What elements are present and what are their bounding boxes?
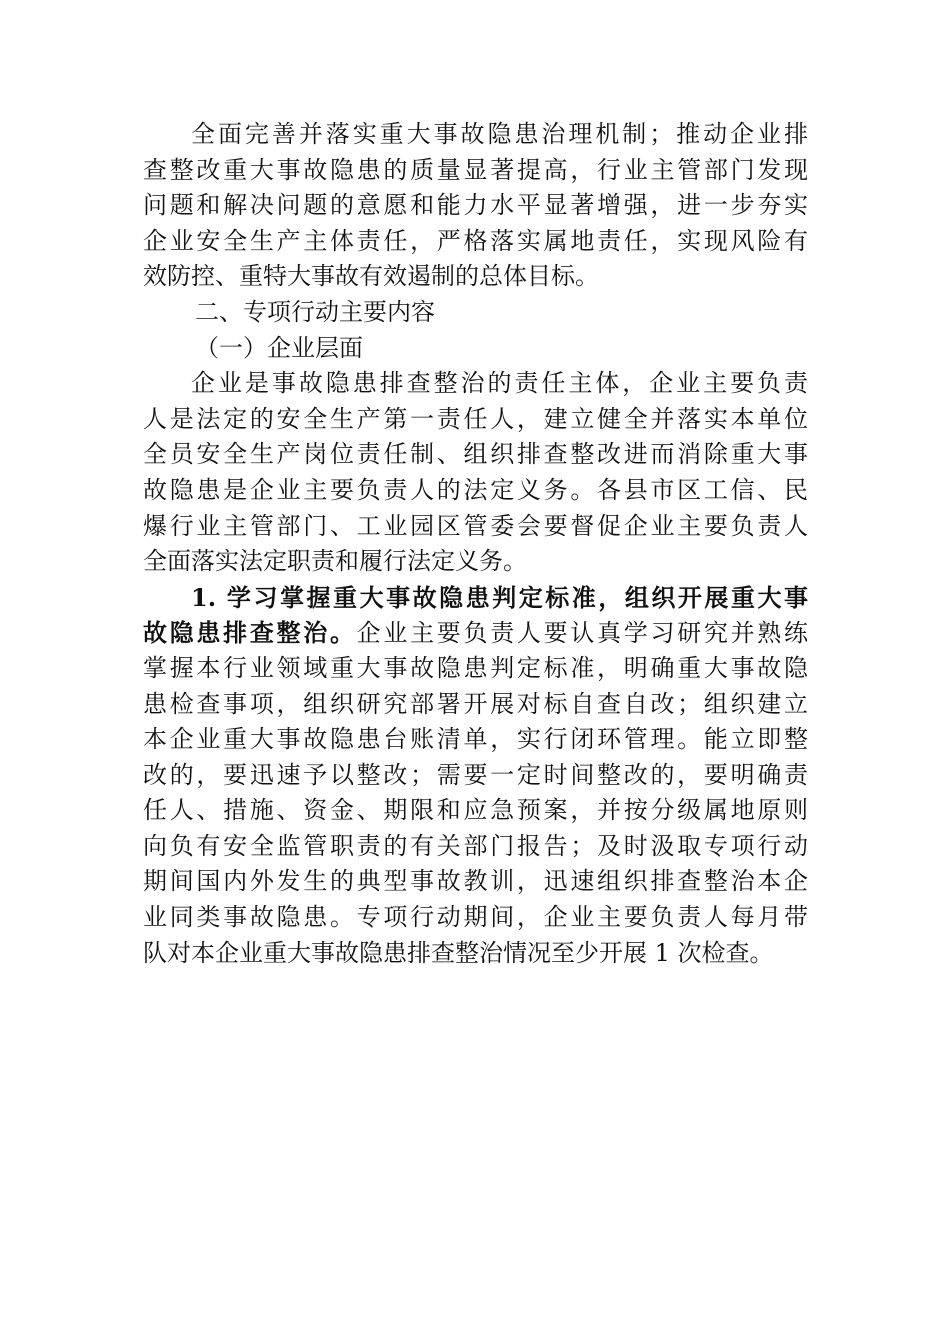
text-line: 本企业重大事故隐患台账清单，实行闭环管理。能立即整: [143, 725, 808, 754]
text-line: 企业安全生产主体责任，严格落实属地责任，实现风险有: [143, 226, 808, 255]
paragraph-goals: [143, 117, 808, 295]
item-title-line: 1. 学习掌握重大事故隐患判定标准，组织开展重大事: [191, 582, 808, 612]
text-line: 全面落实法定职责和履行法定义务。: [143, 547, 527, 576]
text-line: 查整改重大事故隐患的质量显著提高，行业主管部门发现: [143, 155, 808, 184]
section-heading: 二、专项行动主要内容: [195, 297, 435, 326]
text-line: 企业是事故隐患排查整治的责任主体，企业主要负责: [191, 369, 808, 398]
subsection-heading: （一）企业层面: [195, 333, 363, 362]
document-page: [143, 117, 808, 971]
text-line: 业同类事故隐患。专项行动期间，企业主要负责人每月带: [143, 903, 808, 932]
text-line: [143, 615, 808, 651]
paragraph-enterprise-responsibility: [143, 366, 808, 580]
text-line: 队对本企业重大事故隐患排查整治情况至少开展 1 次检查。: [143, 938, 774, 967]
item-text-start: 企业主要负责人要认真学习研究并熟练: [356, 619, 809, 648]
text-line: 全员安全生产岗位责任制、组织排查整改进而消除重大事: [143, 440, 808, 469]
text-line: 任人、措施、资金、期限和应急预案，并按分级属地原则: [143, 796, 808, 825]
text-line: 改的，要迅速予以整改；需要一定时间整改的，要明确责: [143, 760, 808, 789]
text-line: 全面完善并落实重大事故隐患治理机制；推动企业排: [191, 120, 808, 148]
text-line: 患检查事项，组织研究部署开展对标自查自改；组织建立: [143, 689, 808, 718]
item-title-end: 故隐患排查整治。: [143, 618, 357, 648]
text-line: 故隐患是企业主要负责人的法定义务。各县市区工信、民: [143, 475, 808, 504]
paragraph-item-1: [143, 580, 808, 972]
text-line: 期间国内外发生的典型事故教训，迅速组织排查整治本企: [143, 867, 808, 896]
text-line: 爆行业主管部门、工业园区管委会要督促企业主要负责人: [143, 511, 808, 540]
text-line: 掌握本行业领域重大事故隐患判定标准，明确重大事故隐: [143, 653, 808, 682]
text-line: 效防控、重特大事故有效遏制的总体目标。: [143, 262, 599, 291]
text-line: 问题和解决问题的意愿和能力水平显著增强，进一步夯实: [143, 191, 808, 220]
text-line: 人是法定的安全生产第一责任人，建立健全并落实本单位: [143, 404, 808, 433]
text-line: 向负有安全监管职责的有关部门报告；及时汲取专项行动: [143, 831, 808, 860]
